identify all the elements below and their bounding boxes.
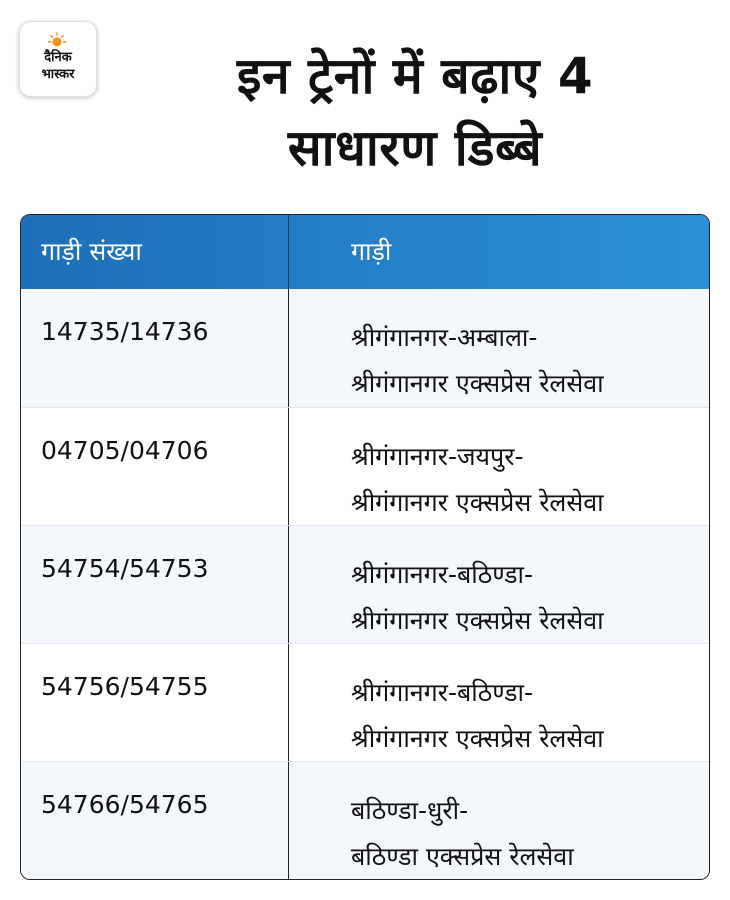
train-name-line1: श्रीगंगानगर-बठिण्डा- <box>351 560 534 589</box>
dainik-bhaskar-logo <box>19 21 97 97</box>
table-row <box>21 525 709 643</box>
column-header-train-name: गाड़ी <box>351 237 392 266</box>
column-header-train-number: गाड़ी संख्या <box>21 215 289 289</box>
train-name-line1: बठिण्डा-धुरी- <box>351 796 469 825</box>
sun-icon <box>48 32 66 50</box>
table-header <box>21 215 709 289</box>
table-row <box>21 407 709 525</box>
train-name-line2: श्रीगंगानगर एक्सप्रेस रेलसेवा <box>351 488 604 517</box>
train-number-cell: 54766/54765 <box>21 762 289 879</box>
train-number-cell: 54756/54755 <box>21 644 289 761</box>
train-name-cell <box>289 289 709 407</box>
train-name-line2: श्रीगंगानगर एक्सप्रेस रेलसेवा <box>351 724 604 753</box>
train-table <box>20 214 710 880</box>
table-body <box>21 289 709 879</box>
table-row <box>21 643 709 761</box>
train-number-cell: 54754/54753 <box>21 526 289 643</box>
logo-text-line2: भास्कर <box>41 67 75 82</box>
train-name-line2: बठिण्डा एक्सप्रेस रेलसेवा <box>351 842 574 871</box>
train-name-cell <box>289 644 709 761</box>
train-number-cell: 14735/14736 <box>21 289 289 407</box>
headline <box>120 40 710 184</box>
logo-text-line1: दैनिक <box>44 50 72 65</box>
train-name-line1: श्रीगंगानगर-जयपुर- <box>351 442 524 471</box>
train-name-line1: श्रीगंगानगर-बठिण्डा- <box>351 678 534 707</box>
headline-line2: साधारण डिब्बे <box>287 119 543 177</box>
train-name-cell <box>289 762 709 879</box>
train-name-line2: श्रीगंगानगर एक्सप्रेस रेलसेवा <box>351 606 604 635</box>
train-name-line2: श्रीगंगानगर एक्सप्रेस रेलसेवा <box>351 369 604 398</box>
table-row <box>21 289 709 407</box>
train-name-line1: श्रीगंगानगर-अम्बाला- <box>351 323 538 352</box>
headline-line1: इन ट्रेनों में बढ़ाए 4 <box>236 47 594 105</box>
table-row <box>21 761 709 879</box>
train-name-cell <box>289 526 709 643</box>
train-name-cell <box>289 408 709 525</box>
train-number-cell: 04705/04706 <box>21 408 289 525</box>
